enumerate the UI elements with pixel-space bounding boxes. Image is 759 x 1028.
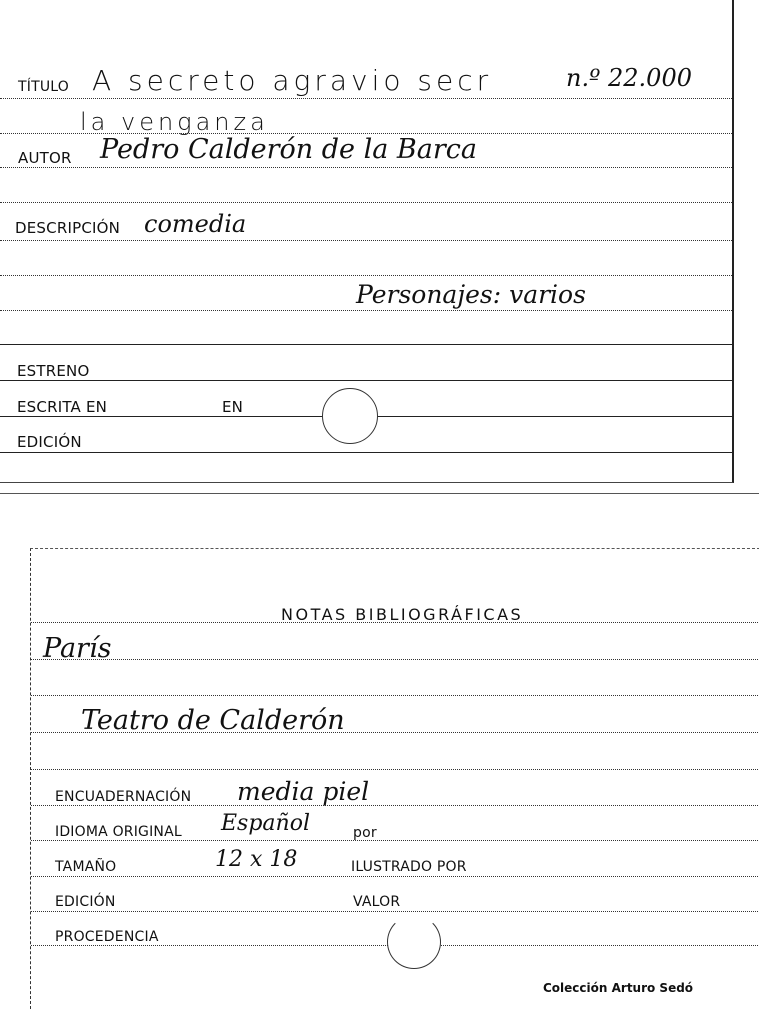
note-line-1: París: [43, 633, 112, 664]
estreno-label: ESTRENO: [17, 362, 90, 380]
escrita-en-label: ESCRITA EN: [17, 398, 108, 416]
note-line-2: Teatro de Calderón: [81, 705, 345, 736]
catalog-card-top: [0, 0, 734, 483]
rule-line: [31, 695, 759, 696]
catalog-card-bottom: [30, 548, 759, 1009]
personajes-note: Personajes: varios: [356, 280, 586, 309]
descripcion-value: comedia: [144, 210, 247, 238]
rule-line: [31, 659, 759, 660]
rule-line: [31, 840, 759, 841]
rule-line: [31, 876, 759, 877]
valor-label: VALOR: [353, 894, 401, 910]
titulo-value: A secreto agravio secr: [92, 64, 493, 97]
por-label: por: [353, 825, 377, 841]
ilustrado-label: ILUSTRADO POR: [351, 859, 467, 875]
collection-footer: Colección Arturo Sedó: [543, 981, 694, 995]
rule-line: [0, 380, 732, 381]
encuadernacion-value: media piel: [237, 777, 370, 806]
titulo-label: TÍTULO: [18, 79, 69, 95]
card-punch-hole: [387, 915, 441, 969]
autor-label: AUTOR: [18, 149, 72, 167]
rule-line: [31, 769, 759, 770]
card-punch-hole: [322, 388, 378, 444]
titulo-value-line2: la venganza: [80, 108, 269, 136]
catalog-number: n.º 22.000: [566, 64, 692, 92]
edicion-label-bottom: EDICIÓN: [55, 894, 116, 910]
tamano-value: 12 x 18: [215, 847, 298, 872]
rule-line: [0, 344, 732, 345]
tamano-label: TAMAÑO: [55, 859, 117, 875]
rule-line: [0, 202, 732, 203]
encuadernacion-label: ENCUADERNACIÓN: [55, 789, 192, 805]
card-divider: [0, 493, 759, 494]
rule-line: [0, 167, 732, 168]
edicion-label: EDICIÓN: [17, 433, 82, 451]
rule-line: [0, 240, 732, 241]
en-label: EN: [222, 398, 244, 416]
rule-line: [31, 911, 759, 912]
notas-heading: NOTAS BIBLIOGRÁFICAS: [281, 605, 524, 624]
descripcion-label: DESCRIPCIÓN: [15, 219, 121, 237]
procedencia-label: PROCEDENCIA: [55, 929, 159, 945]
rule-line: [0, 310, 732, 311]
rule-line: [31, 805, 759, 806]
idioma-label: IDIOMA ORIGINAL: [55, 824, 182, 840]
rule-line: [31, 622, 759, 623]
idioma-value: Español: [221, 811, 310, 836]
rule-line: [0, 452, 732, 453]
rule-line: [0, 275, 732, 276]
rule-line: [0, 98, 732, 99]
autor-value: Pedro Calderón de la Barca: [100, 134, 477, 165]
